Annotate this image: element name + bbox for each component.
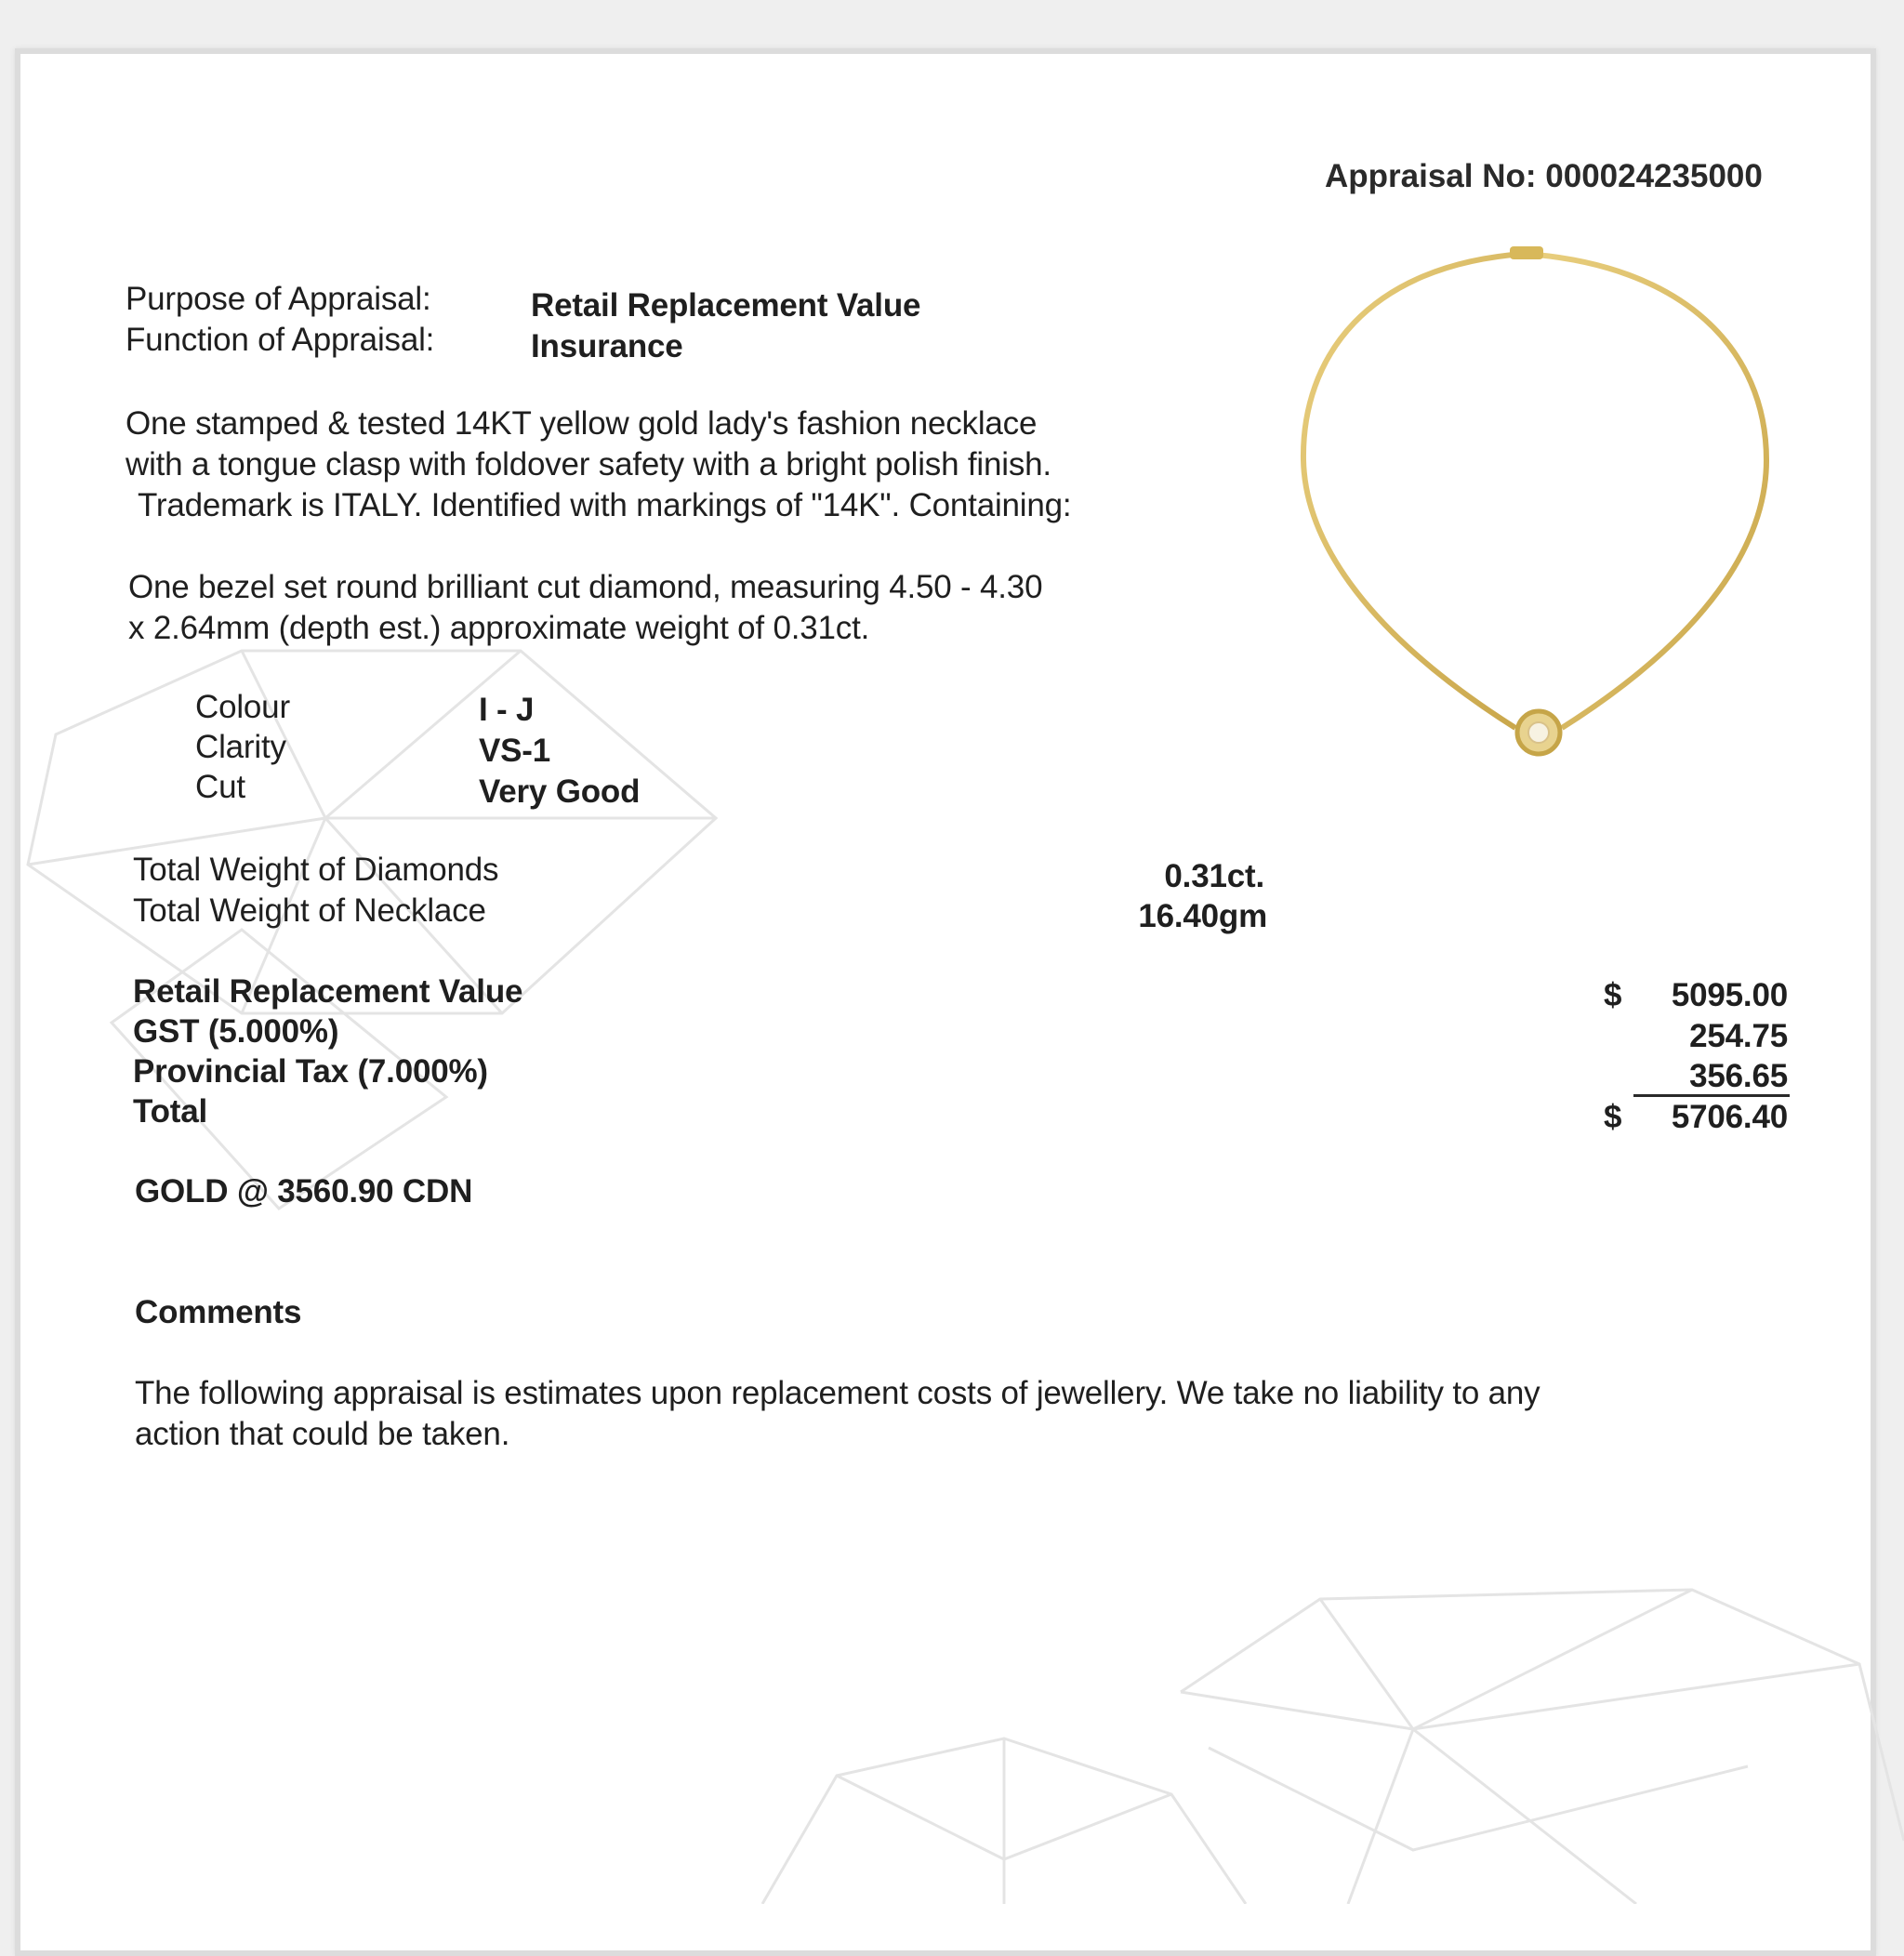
description-line: One stamped & tested 14KT yellow gold lady's fashion necklace (126, 405, 1038, 442)
weight-value-diamonds: 0.31ct. (1164, 858, 1264, 894)
function-value: Insurance (531, 328, 683, 364)
necklace-image (1283, 237, 1804, 776)
pst-amount: 356.65 (1689, 1058, 1788, 1094)
comments-line: action that could be taken. (135, 1416, 510, 1452)
total-label: Total (133, 1093, 208, 1130)
rrv-amount: 5095.00 (1671, 977, 1788, 1013)
description-line: with a tongue clasp with foldover safety with a bright polish finish. (126, 446, 1051, 482)
function-label: Function of Appraisal: (126, 322, 435, 358)
description-line: Trademark is ITALY. Identified with markings of "14K". Containing: (138, 487, 1072, 523)
comments-heading: Comments (135, 1294, 302, 1330)
grade-label-cut: Cut (195, 769, 245, 805)
gst-label: GST (5.000%) (133, 1013, 339, 1050)
diamond-description-line: x 2.64mm (depth est.) approximate weight of 0.31ct. (128, 610, 870, 646)
grade-value-cut: Very Good (479, 773, 641, 810)
total-amount: 5706.40 (1671, 1099, 1788, 1135)
grade-label-colour: Colour (195, 689, 290, 725)
grade-value-clarity: VS-1 (479, 733, 551, 769)
weight-label-diamonds: Total Weight of Diamonds (133, 852, 499, 888)
total-currency: $ (1604, 1099, 1622, 1135)
rrv-label: Retail Replacement Value (133, 973, 523, 1010)
weight-value-necklace: 16.40gm (1138, 898, 1267, 934)
purpose-label: Purpose of Appraisal: (126, 281, 431, 317)
comments-line: The following appraisal is estimates upon replacement costs of jewellery. We take no liability to any (135, 1375, 1540, 1411)
grade-label-clarity: Clarity (195, 729, 286, 765)
rrv-currency: $ (1604, 977, 1622, 1013)
purpose-value: Retail Replacement Value (531, 287, 921, 324)
appraisal-number: Appraisal No: 000024235000 (1325, 158, 1763, 194)
gst-amount: 254.75 (1689, 1018, 1788, 1054)
gold-price: GOLD @ 3560.90 CDN (135, 1173, 473, 1209)
grade-value-colour: I - J (479, 692, 535, 728)
weight-label-necklace: Total Weight of Necklace (133, 892, 486, 929)
pst-label: Provincial Tax (7.000%) (133, 1053, 488, 1090)
diamond-description-line: One bezel set round brilliant cut diamond, measuring 4.50 - 4.30 (128, 569, 1043, 605)
